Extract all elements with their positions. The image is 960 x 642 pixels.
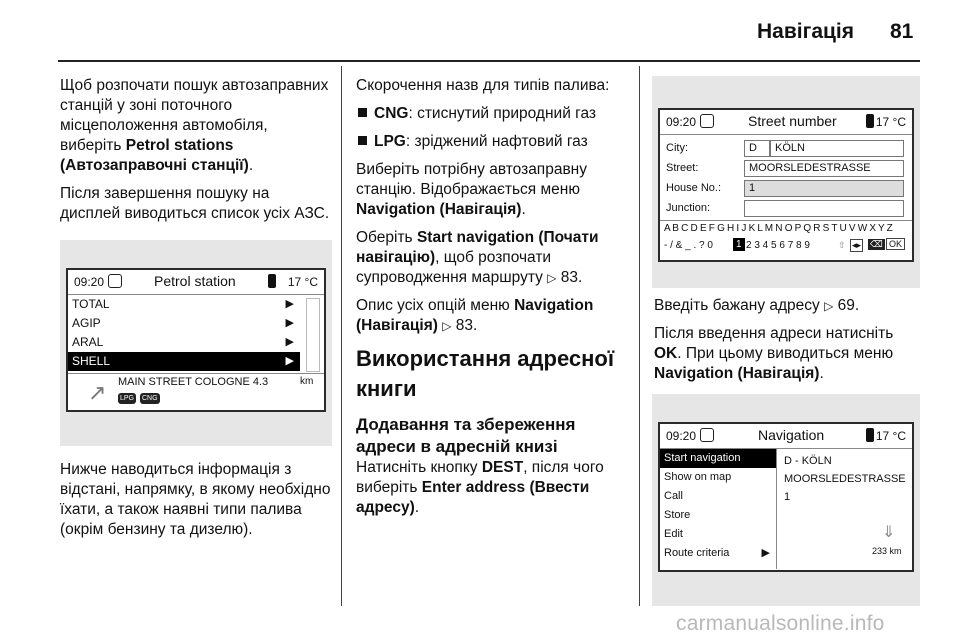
menu-call[interactable]: Call — [664, 490, 683, 502]
navigation-menu-screen — [658, 422, 914, 572]
screenshot-frame — [60, 240, 332, 446]
reference-arrow-icon: ▷ — [824, 299, 834, 313]
list-item-selected[interactable]: SHELL ▶ — [68, 352, 300, 371]
city-field[interactable]: KÖLN — [770, 140, 904, 157]
bullet-item: LPG: зріджений нафтовий газ — [356, 132, 634, 152]
menu-route-criteria[interactable]: Route criteria ▶ — [660, 544, 776, 563]
scrollbar[interactable] — [306, 298, 320, 372]
paragraph: Натисніть кнопку DEST, після чого виберіть Enter address (Ввести адресу). — [356, 459, 604, 516]
menu-show-on-map[interactable]: Show on map — [664, 471, 732, 483]
ok-button[interactable]: OK — [886, 238, 905, 250]
clock-icon — [700, 114, 714, 128]
column-1-lower — [60, 460, 332, 548]
column-3 — [654, 296, 920, 392]
page-number: 81 — [890, 20, 914, 43]
column-2 — [356, 76, 634, 526]
junction-field[interactable] — [744, 200, 904, 217]
watermark: carmanualsonline.info — [676, 612, 885, 635]
screen-title: Street number — [748, 113, 837, 129]
cng-badge-icon: CNG — [142, 395, 158, 402]
cursor-icon[interactable]: ◂▸ — [852, 240, 862, 250]
direction-arrow-icon: ⇓ — [882, 524, 896, 541]
thermometer-icon — [866, 428, 874, 442]
subsection-heading: Додавання та збереження адреси в адресній книзі — [356, 415, 576, 456]
selected-key[interactable]: 1 — [733, 238, 745, 251]
chevron-right-icon: ▶ — [285, 355, 294, 367]
paragraph: Щоб розпочати пошук автозаправних станцій у зоні поточного місцеположення автомобіля, виберіть Petrol stations (Автозаправочні станції). — [60, 77, 329, 174]
letter-keyboard[interactable]: A B C D E F G H I J K L M N O P Q R S T U V W X Y Z — [664, 223, 893, 234]
menu-store[interactable]: Store — [664, 509, 691, 521]
station-address: MAIN STREET COLOGNE 4.3 — [118, 376, 269, 388]
screenshot-frame — [652, 76, 920, 288]
distance: 233 km — [872, 546, 902, 556]
temperature: 17 °C — [875, 115, 906, 129]
digit-keys[interactable]: 2 3 4 5 6 7 8 9 — [746, 240, 810, 251]
country-field[interactable]: D — [744, 140, 770, 157]
clock-icon — [700, 428, 714, 442]
symbol-keys[interactable]: - / & _ . ? 0 — [664, 240, 713, 251]
paragraph: Нижче наводиться інформація з відстані, напрямку, в якому необхідно їхати, а також наявні типи палива (окрім бензину та дизелю). — [60, 461, 331, 538]
paragraph: Введіть бажану адресу ▷ 69. — [654, 297, 860, 314]
paragraph: Оберіть Start navigation (Почати навігацію), щоб розпочати супроводження маршруту ▷ 83. — [356, 229, 599, 286]
list-item[interactable]: ARAL ▶ — [68, 333, 300, 352]
menu-edit[interactable]: Edit — [664, 528, 683, 540]
field-label: Street: — [666, 162, 699, 174]
paragraph: Після завершення пошуку на дисплей виводиться список усіх АЗС. — [60, 185, 330, 222]
menu-start-navigation[interactable]: Start navigation — [660, 449, 776, 468]
paragraph: Скорочення назв для типів палива: — [356, 77, 610, 94]
bullet-item: CNG: стиснутий природний газ — [356, 104, 634, 124]
column-divider — [341, 66, 342, 606]
page-header-title: Навігація — [757, 20, 855, 43]
petrol-station-screen — [66, 268, 326, 412]
chevron-right-icon: ▶ — [285, 336, 294, 348]
temperature: 17 °C — [875, 429, 906, 443]
destination-details: D - KÖLN MOORSLEDESTRASSE 1 — [784, 455, 906, 503]
reference-arrow-icon: ▷ — [442, 319, 452, 333]
section-heading: Використання адресної книги — [356, 346, 615, 401]
paragraph: Після введення адреси натисніть OK. При цьому виводиться меню Navigation (Навігація). — [654, 325, 894, 382]
shift-icon[interactable]: ⇧ — [838, 240, 846, 250]
screen-title: Navigation — [758, 427, 825, 443]
field-label: City: — [666, 142, 688, 154]
screenshot-frame — [652, 394, 920, 606]
list-item[interactable]: TOTAL ▶ — [68, 295, 300, 314]
temperature: 17 °C — [287, 275, 318, 289]
clock-icon — [108, 274, 122, 288]
thermometer-icon — [866, 114, 874, 128]
reference-arrow-icon: ▷ — [547, 271, 557, 285]
paragraph: Виберіть потрібну автозаправну станцію. Відображається меню Navigation (Навігація). — [356, 161, 587, 218]
chevron-right-icon: ▶ — [285, 317, 294, 329]
paragraph: Опис усіх опцій меню Navigation (Навігація) ▷ 83. — [356, 297, 594, 334]
header-rule — [58, 60, 920, 62]
chevron-right-icon: ▶ — [285, 298, 294, 310]
distance-unit: km — [300, 376, 314, 387]
clock-time: 09:20 — [666, 429, 697, 443]
street-number-screen — [658, 108, 914, 262]
clock-time: 09:20 — [74, 275, 105, 289]
field-label: House No.: — [666, 182, 722, 194]
field-label: Junction: — [666, 202, 711, 214]
chevron-right-icon: ▶ — [761, 547, 770, 559]
house-number-field[interactable]: 1 — [744, 180, 904, 197]
clock-time: 09:20 — [666, 115, 697, 129]
thermometer-icon — [268, 274, 276, 288]
screen-title: Petrol station — [154, 273, 236, 289]
direction-arrow-icon: ↗ — [88, 380, 107, 405]
lpg-badge-icon: LPG — [120, 395, 135, 402]
backspace-icon[interactable]: ⌫ — [870, 239, 883, 249]
street-field[interactable]: MOORSLEDESTRASSE — [744, 160, 904, 177]
column-1 — [60, 76, 332, 232]
column-divider — [639, 66, 640, 606]
list-item[interactable]: AGIP ▶ — [68, 314, 300, 333]
